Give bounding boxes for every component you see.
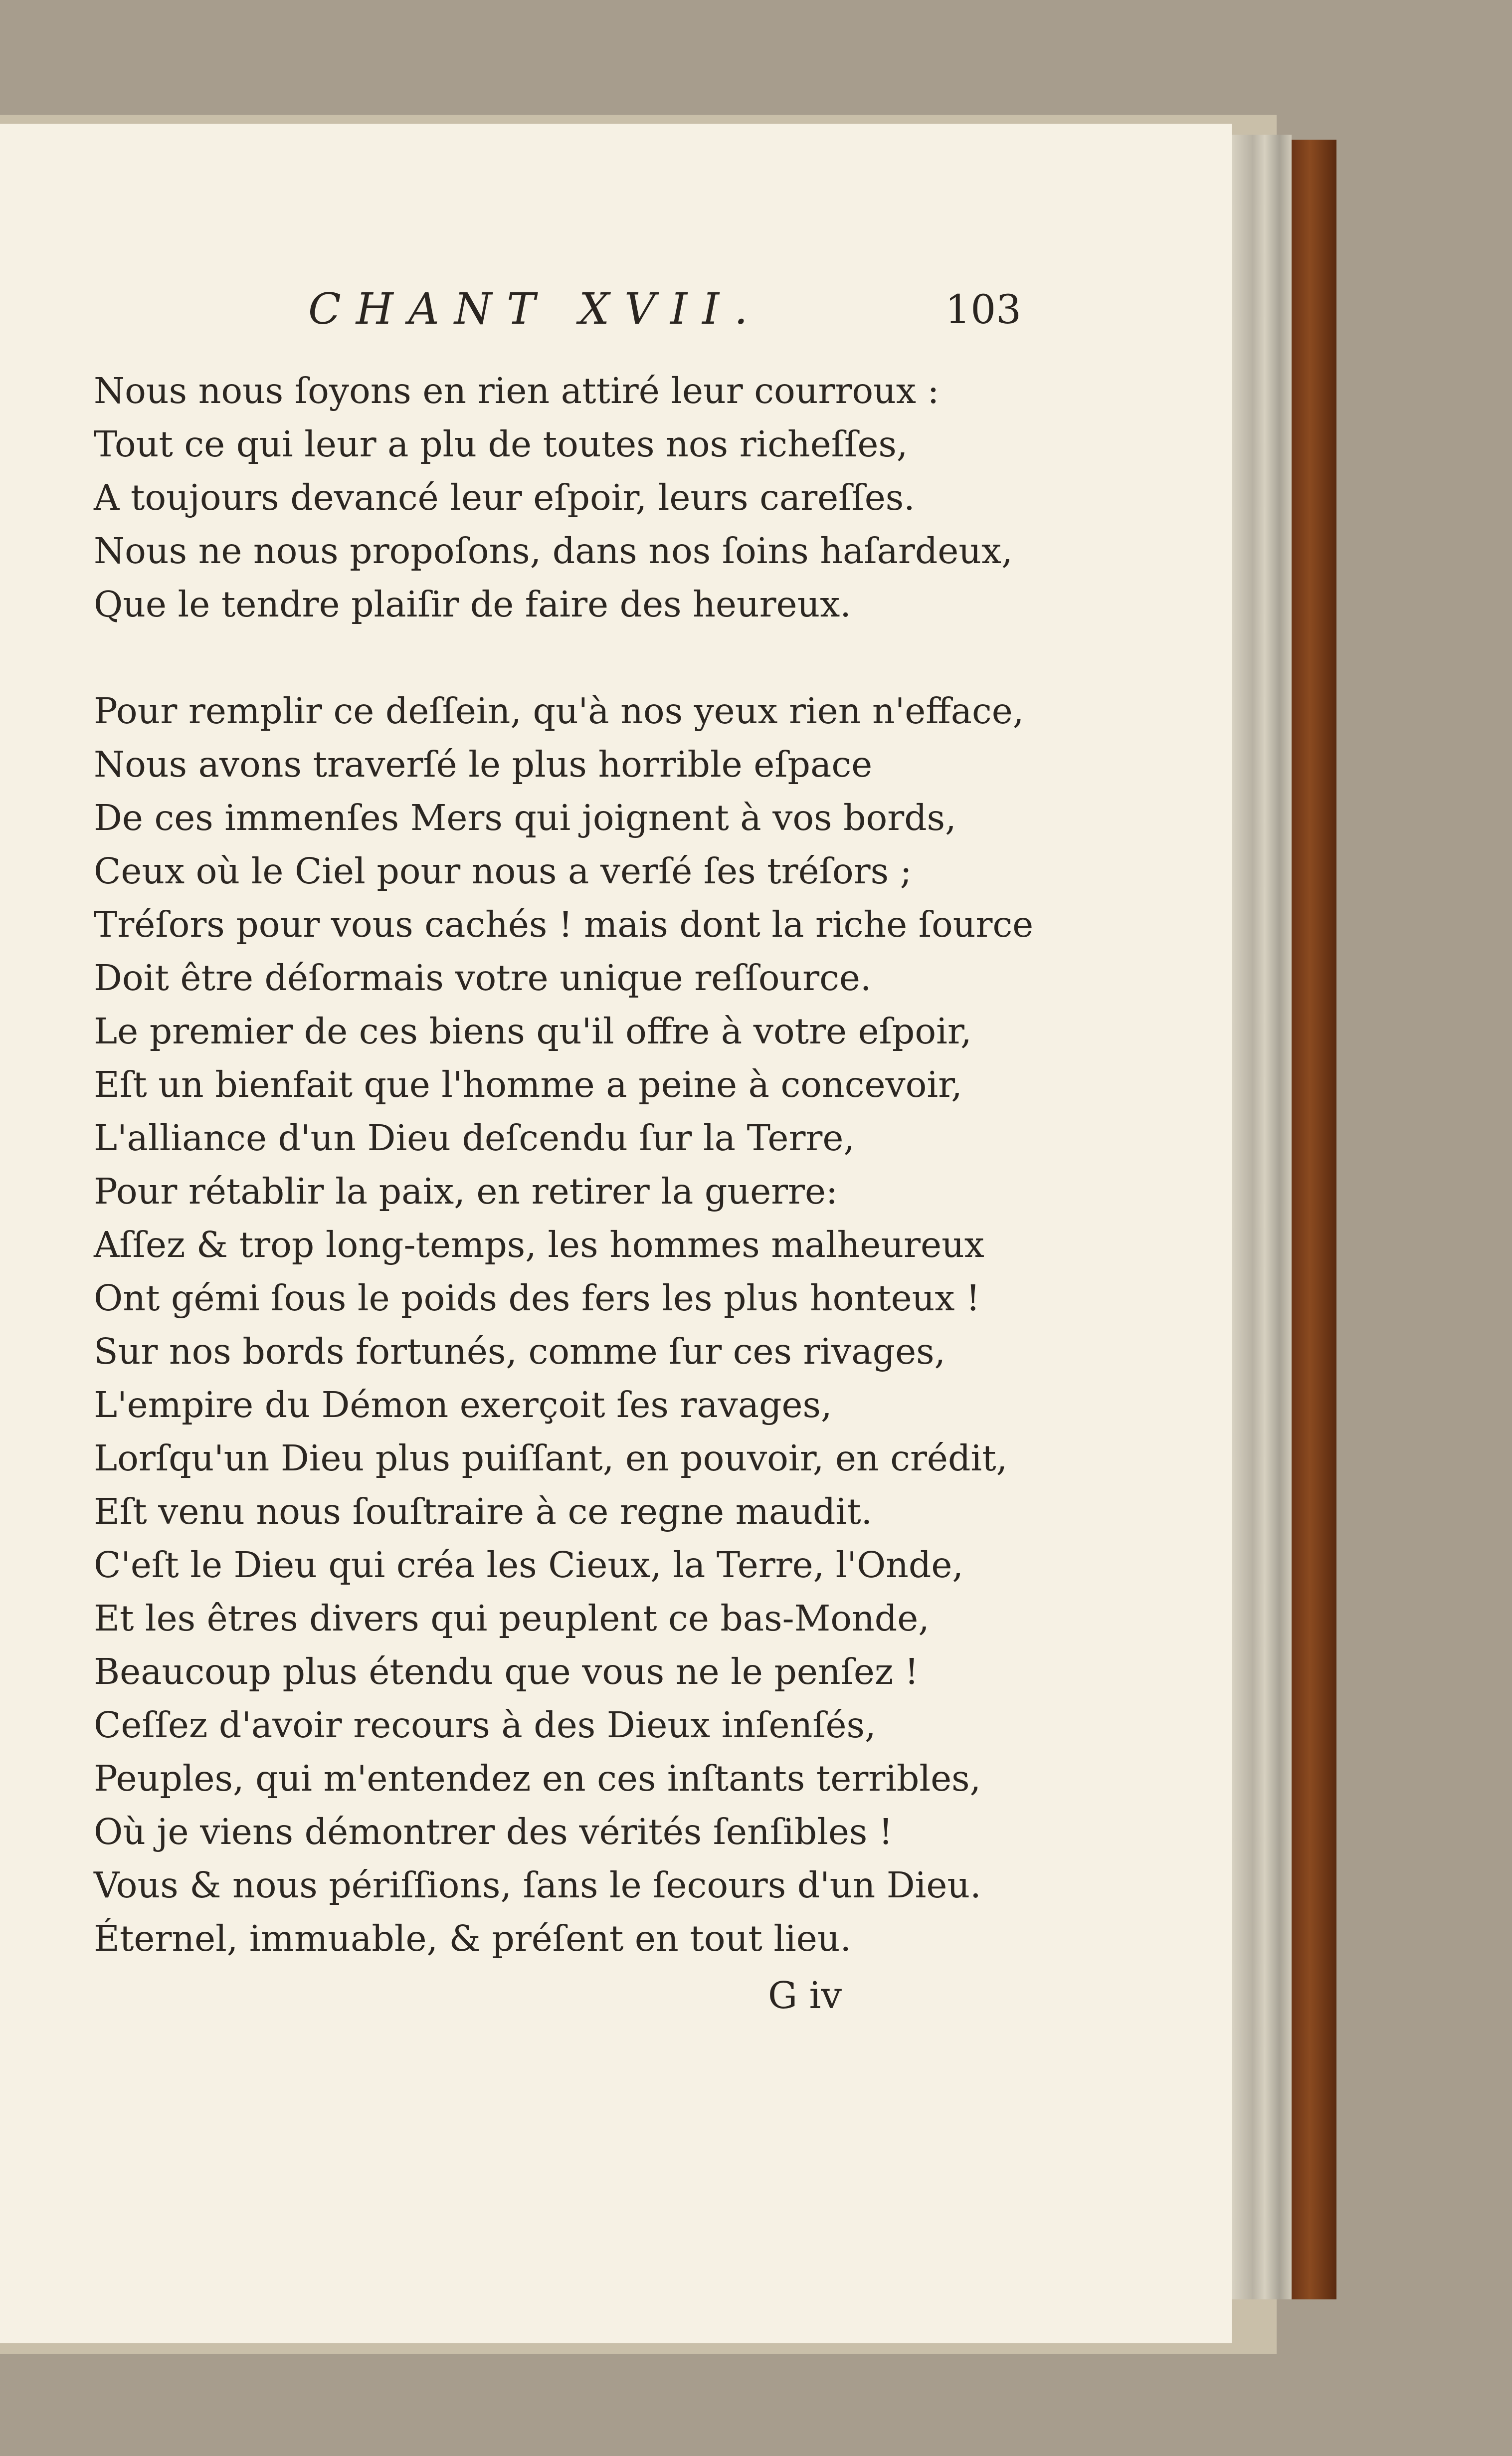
verse-line: Peuples, qui m'entendez en ces inſtants terribles, — [94, 1758, 981, 1799]
verse-text — [94, 364, 1034, 1965]
verse-line: Éternel, immuable, & préſent en tout lieu. — [94, 1918, 852, 1959]
verse-line: Nous ne nous propoſons, dans nos ſoins haſardeux, — [94, 530, 1013, 572]
book-fore-edge — [1232, 135, 1292, 2299]
verse-line: Aſſez & trop long-temps, les hommes malheureux — [94, 1224, 984, 1265]
verse-line: Et les êtres divers qui peuplent ce bas-Monde, — [94, 1598, 930, 1639]
verse-line: Nous avons traverſé le plus horrible eſpace — [94, 744, 873, 785]
stanza-2 — [94, 684, 1034, 1965]
verse-line: Nous nous ſoyons en rien attiré leur courroux : — [94, 370, 940, 411]
verse-line: L'alliance d'un Dieu deſcendu ſur la Terre, — [94, 1117, 855, 1159]
verse-line: Le premier de ces biens qu'il offre à votre eſpoir, — [94, 1011, 972, 1052]
verse-line: Tréſors pour vous cachés ! mais dont la riche ſource — [94, 904, 1034, 945]
verse-line: De ces immenſes Mers qui joignent à vos bords, — [94, 797, 956, 838]
verse-line: Pour remplir ce deſſein, qu'à nos yeux rien n'efface, — [94, 690, 1024, 732]
verse-line: Vous & nous périſſions, ſans le ſecours d'un Dieu. — [94, 1864, 981, 1906]
verse-line: Eſt un bienfait que l'homme a peine à concevoir, — [94, 1064, 962, 1105]
running-head: CHANT XVII. — [308, 284, 763, 334]
verse-line: Ceux où le Ciel pour nous a verſé ſes tréſors ; — [94, 850, 912, 892]
verse-line: Lorſqu'un Dieu plus puiſſant, en pouvoir, en crédit, — [94, 1437, 1008, 1479]
verse-line: Tout ce qui leur a plu de toutes nos richeſſes, — [94, 423, 908, 465]
verse-line: C'eſt le Dieu qui créa les Cieux, la Terre, l'Onde, — [94, 1544, 963, 1586]
verse-line: Eſt venu nous ſouſtraire à ce regne maudit. — [94, 1491, 873, 1532]
verse-line: A toujours devancé leur eſpoir, leurs careſſes. — [94, 477, 915, 518]
verse-line: Où je viens démontrer des vérités ſenſibles ! — [94, 1811, 893, 1852]
verse-line: Beaucoup plus étendu que vous ne le penſez ! — [94, 1651, 919, 1692]
page-number: 103 — [945, 286, 1021, 333]
verse-line: L'empire du Démon exerçoit ſes ravages, — [94, 1384, 832, 1426]
verse-line: Doit être déſormais votre unique reſſource. — [94, 957, 872, 999]
book-cover-edge — [1292, 140, 1336, 2299]
verse-line: Que le tendre plaiſir de faire des heureux. — [94, 584, 851, 625]
verse-line: Sur nos bords fortunés, comme ſur ces rivages, — [94, 1331, 946, 1372]
verse-line: Pour rétablir la paix, en retirer la guerre: — [94, 1171, 838, 1212]
verse-line: Ont gémi ſous le poids des fers les plus honteux ! — [94, 1277, 980, 1319]
signature-mark: G iv — [768, 1974, 842, 2017]
page-header — [308, 284, 1021, 344]
stanza-1 — [94, 364, 1031, 631]
verse-line: Ceſſez d'avoir recours à des Dieux inſenſés, — [94, 1704, 876, 1746]
